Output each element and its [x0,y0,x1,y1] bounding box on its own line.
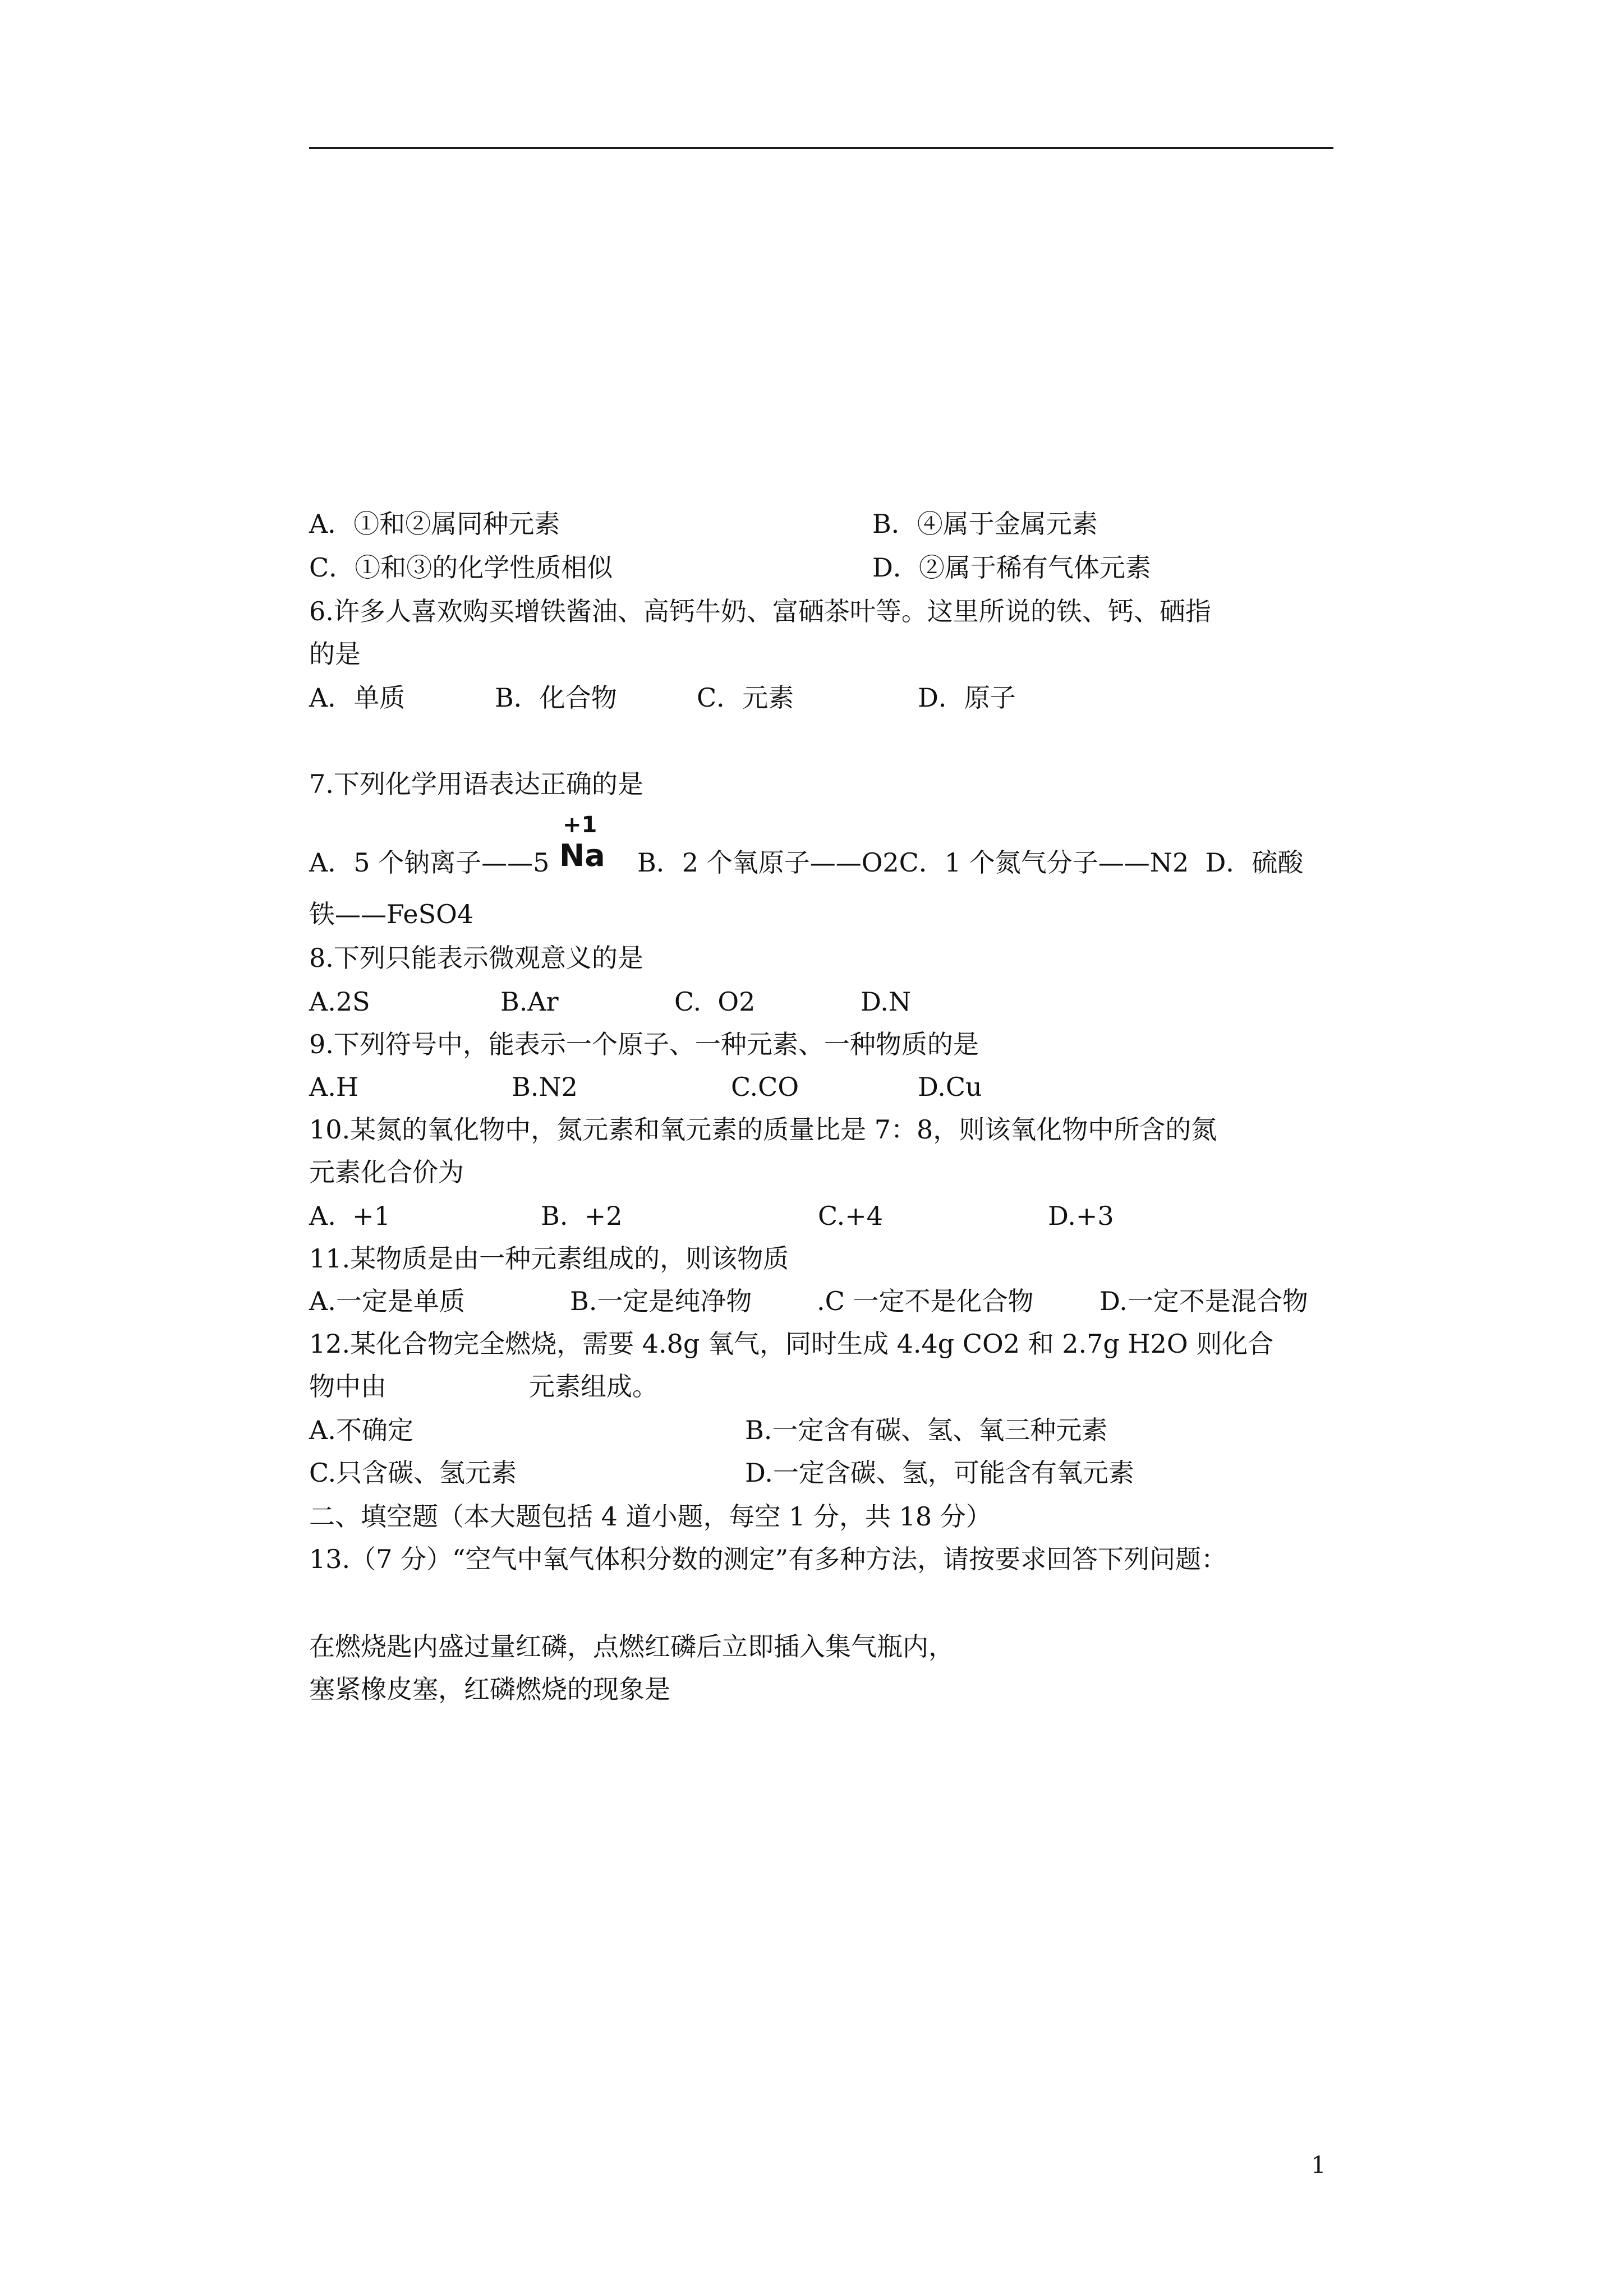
q10-option-d: D.+3 [1048,1201,1114,1231]
q12-option-a: A.不确定 [309,1415,413,1445]
q13-text-line2: 塞紧橡皮塞，红磷燃烧的现象是 [309,1674,670,1704]
q9-stem: 9.下列符号中，能表示一个原子、一种元素、一种物质的是 [309,1029,979,1059]
q11-option-c: .C 一定不是化合物 [817,1286,1034,1316]
q13-stem: 13.（7 分）“空气中氧气体积分数的测定”有多种方法，请按要求回答下列问题： [309,1544,1227,1574]
q10-option-b: B. +2 [541,1201,623,1231]
q8-option-c: C. O2 [674,986,756,1017]
q8-option-d: D.N [861,986,912,1017]
q5-option-a: A．①和②属同种元素 [309,509,560,539]
q6-option-c: C．元素 [697,683,794,713]
q9-option-a: A.H [309,1072,358,1102]
q13-text-line1: 在燃烧匙内盛过量红磷，点燃红磷后立即插入集气瓶内， [309,1631,954,1662]
q9-option-c: C.CO [731,1072,799,1102]
q7-option-a-prefix: A．5 个钠离子——5 [309,847,550,878]
q6-option-b: B．化合物 [495,683,617,713]
section-heading: 二、填空题（本大题包括 4 道小题，每空 1 分，共 18 分） [309,1501,992,1532]
q9-option-b: B.N2 [512,1072,578,1102]
q9-option-d: D.Cu [918,1072,982,1102]
q12-option-c: C.只含碳、氢元素 [309,1458,517,1488]
q8-stem: 8.下列只能表示微观意义的是 [309,943,643,973]
q10-option-c: C.+4 [818,1201,883,1231]
q5-option-d: D．②属于稀有气体元素 [872,552,1151,583]
q5-option-c: C．①和③的化学性质相似 [309,552,613,583]
q8-option-b: B.Ar [500,986,559,1017]
q12-option-d: D.一定含碳、氢，可能含有氧元素 [745,1458,1134,1488]
q12-option-b: B.一定含有碳、氢、氧三种元素 [745,1415,1108,1445]
sodium-charge-label: +1 [563,812,597,838]
q6-stem-line1: 6.许多人喜欢购买增铁酱油、高钙牛奶、富硒茶叶等。这里所说的铁、钙、硒指 [309,596,1211,626]
q7-line2: 铁——FeSO4 [309,899,474,929]
q6-option-d: D．原子 [918,683,1016,713]
q11-stem: 11.某物质是由一种元素组成的，则该物质 [309,1243,789,1274]
page-number: 1 [1311,2151,1326,2179]
q8-option-a: A.2S [309,986,370,1017]
q12-stem-line1: 12.某化合物完全燃烧，需要 4.8g 氧气，同时生成 4.4g CO2 和 2.7g H2O 则化合 [309,1329,1274,1359]
q11-option-d: D.一定不是混合物 [1099,1286,1308,1316]
q10-stem-line2: 元素化合价为 [309,1157,464,1187]
q6-option-a: A．单质 [309,683,406,713]
q12-stem-line2a: 物中由 [309,1371,387,1401]
q10-stem-line1: 10.某氮的氧化物中，氮元素和氧元素的质量比是 7：8，则该氧化物中所含的氮 [309,1114,1217,1145]
q10-option-a: A. +1 [309,1201,390,1231]
q5-option-b: B．④属于金属元素 [872,509,1098,539]
q12-stem-line2b: 元素组成。 [529,1371,658,1401]
sodium-symbol: Na [559,838,605,873]
q7-options-rest: B．2 个氧原子——O2C．1 个氮气分子——N2 D．硫酸 [637,847,1304,878]
q11-option-a: A.一定是单质 [309,1286,465,1316]
q11-option-b: B.一定是纯净物 [570,1286,752,1316]
header-rule [309,147,1333,149]
q6-stem-line2: 的是 [309,639,361,669]
q7-stem: 7.下列化学用语表达正确的是 [309,769,643,799]
